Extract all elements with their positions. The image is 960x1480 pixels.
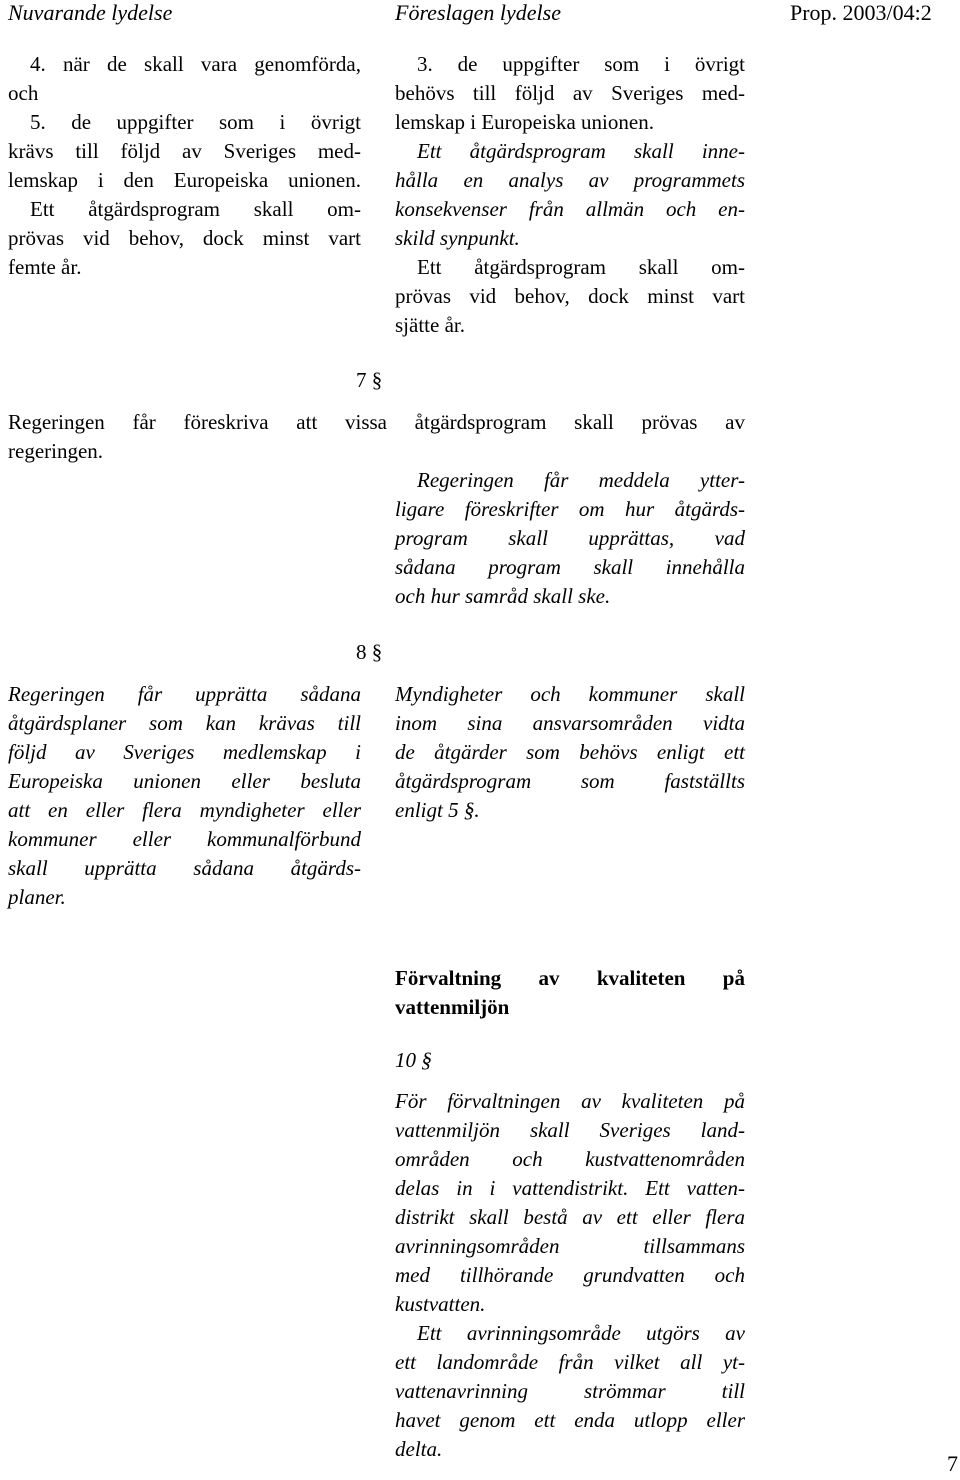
text-line: distrikt skall bestå av ett eller flera <box>395 1205 745 1229</box>
text-line: Europeiska unionen eller besluta <box>8 769 361 793</box>
section-7-shared-text <box>8 408 745 466</box>
text-line: vattenmiljön skall Sveriges land- <box>395 1118 745 1142</box>
heading-line: Förvaltning av kvaliteten på <box>395 966 745 990</box>
text-line: 3. de uppgifter som i övrigt <box>417 52 745 76</box>
text-line: regeringen. <box>8 439 104 463</box>
text-line: med tillhörande grundvatten och <box>395 1263 745 1287</box>
text-line: 5. de uppgifter som i övrigt <box>30 110 361 134</box>
section-7-number: 7 § <box>356 368 383 392</box>
text-line: vattenavrinning strömmar till <box>395 1379 745 1403</box>
text-line: femte år. <box>8 255 82 279</box>
text-line: Regeringen får upprätta sådana <box>8 682 361 706</box>
top-right-text <box>395 50 745 340</box>
page-number: 7 <box>947 1451 958 1476</box>
text-line: avrinningsområden tillsammans <box>395 1234 745 1258</box>
text-line: och <box>8 81 39 105</box>
text-line: kommuner eller kommunalförbund <box>8 827 361 851</box>
text-line: ligare föreskrifter om hur åtgärds- <box>395 497 745 521</box>
header-proposed-wording: Föreslagen lydelse <box>395 0 561 25</box>
text-line: konsekvenser från allmän och en- <box>395 197 745 221</box>
text-line: skall upprätta sådana åtgärds- <box>8 856 361 880</box>
text-line: inom sina ansvarsområden vidta <box>395 711 745 735</box>
text-line: åtgärdsplaner som kan krävas till <box>8 711 361 735</box>
section-8-number: 8 § <box>356 640 383 664</box>
text-line: skild synpunkt. <box>395 226 520 250</box>
text-line: behövs till följd av Sveriges med- <box>395 81 745 105</box>
text-line: Ett åtgärdsprogram skall inne- <box>417 139 745 163</box>
text-line: 4. när de skall vara genomförda, <box>30 52 361 76</box>
text-line: kustvatten. <box>395 1292 486 1316</box>
text-line: prövas vid behov, dock minst vart <box>395 284 745 308</box>
heading-line: vattenmiljön <box>395 995 510 1019</box>
text-line: Ett åtgärdsprogram skall om- <box>417 255 745 279</box>
text-line: prövas vid behov, dock minst vart <box>8 226 361 250</box>
text-line: enligt 5 §. <box>395 798 480 822</box>
text-line: Regeringen får meddela ytter- <box>417 468 745 492</box>
text-line: lemskap i Europeiska unionen. <box>395 110 654 134</box>
text-line: Regeringen får föreskriva att vissa åtgärdsprogram skall prövas av <box>8 410 745 434</box>
section-heading <box>395 964 745 1022</box>
section-8-proposed-text <box>395 680 745 825</box>
section-10-text <box>395 1087 745 1464</box>
text-line: krävs till följd av Sveriges med- <box>8 139 361 163</box>
section-7-proposed-text <box>395 466 745 611</box>
text-line: lemskap i den Europeiska unionen. <box>8 168 361 192</box>
header-current-wording: Nuvarande lydelse <box>8 0 173 25</box>
text-line: delas in i vattendistrikt. Ett vatten- <box>395 1176 745 1200</box>
section-8-current-text <box>8 680 361 912</box>
text-line: Ett avrinningsområde utgörs av <box>417 1321 745 1345</box>
text-line: planer. <box>8 885 66 909</box>
text-line: sådana program skall innehålla <box>395 555 745 579</box>
text-line: åtgärdsprogram som fastställts <box>395 769 745 793</box>
top-left-text <box>8 50 361 282</box>
text-line: sjätte år. <box>395 313 465 337</box>
text-line: havet genom ett enda utlopp eller <box>395 1408 745 1432</box>
text-line: ett landområde från vilket all yt- <box>395 1350 745 1374</box>
text-line: de åtgärder som behövs enligt ett <box>395 740 745 764</box>
text-line: Ett åtgärdsprogram skall om- <box>30 197 361 221</box>
header-prop-number: Prop. 2003/04:2 <box>790 0 932 25</box>
section-10-number: 10 § <box>395 1048 432 1072</box>
text-line: att en eller flera myndigheter eller <box>8 798 361 822</box>
text-line: Myndigheter och kommuner skall <box>395 682 745 706</box>
text-line: För förvaltningen av kvaliteten på <box>395 1089 745 1113</box>
text-line: delta. <box>395 1437 443 1461</box>
text-line: hålla en analys av programmets <box>395 168 745 192</box>
text-line: följd av Sveriges medlemskap i <box>8 740 361 764</box>
text-line: områden och kustvattenområden <box>395 1147 745 1171</box>
text-line: program skall upprättas, vad <box>395 526 745 550</box>
text-line: och hur samråd skall ske. <box>395 584 611 608</box>
